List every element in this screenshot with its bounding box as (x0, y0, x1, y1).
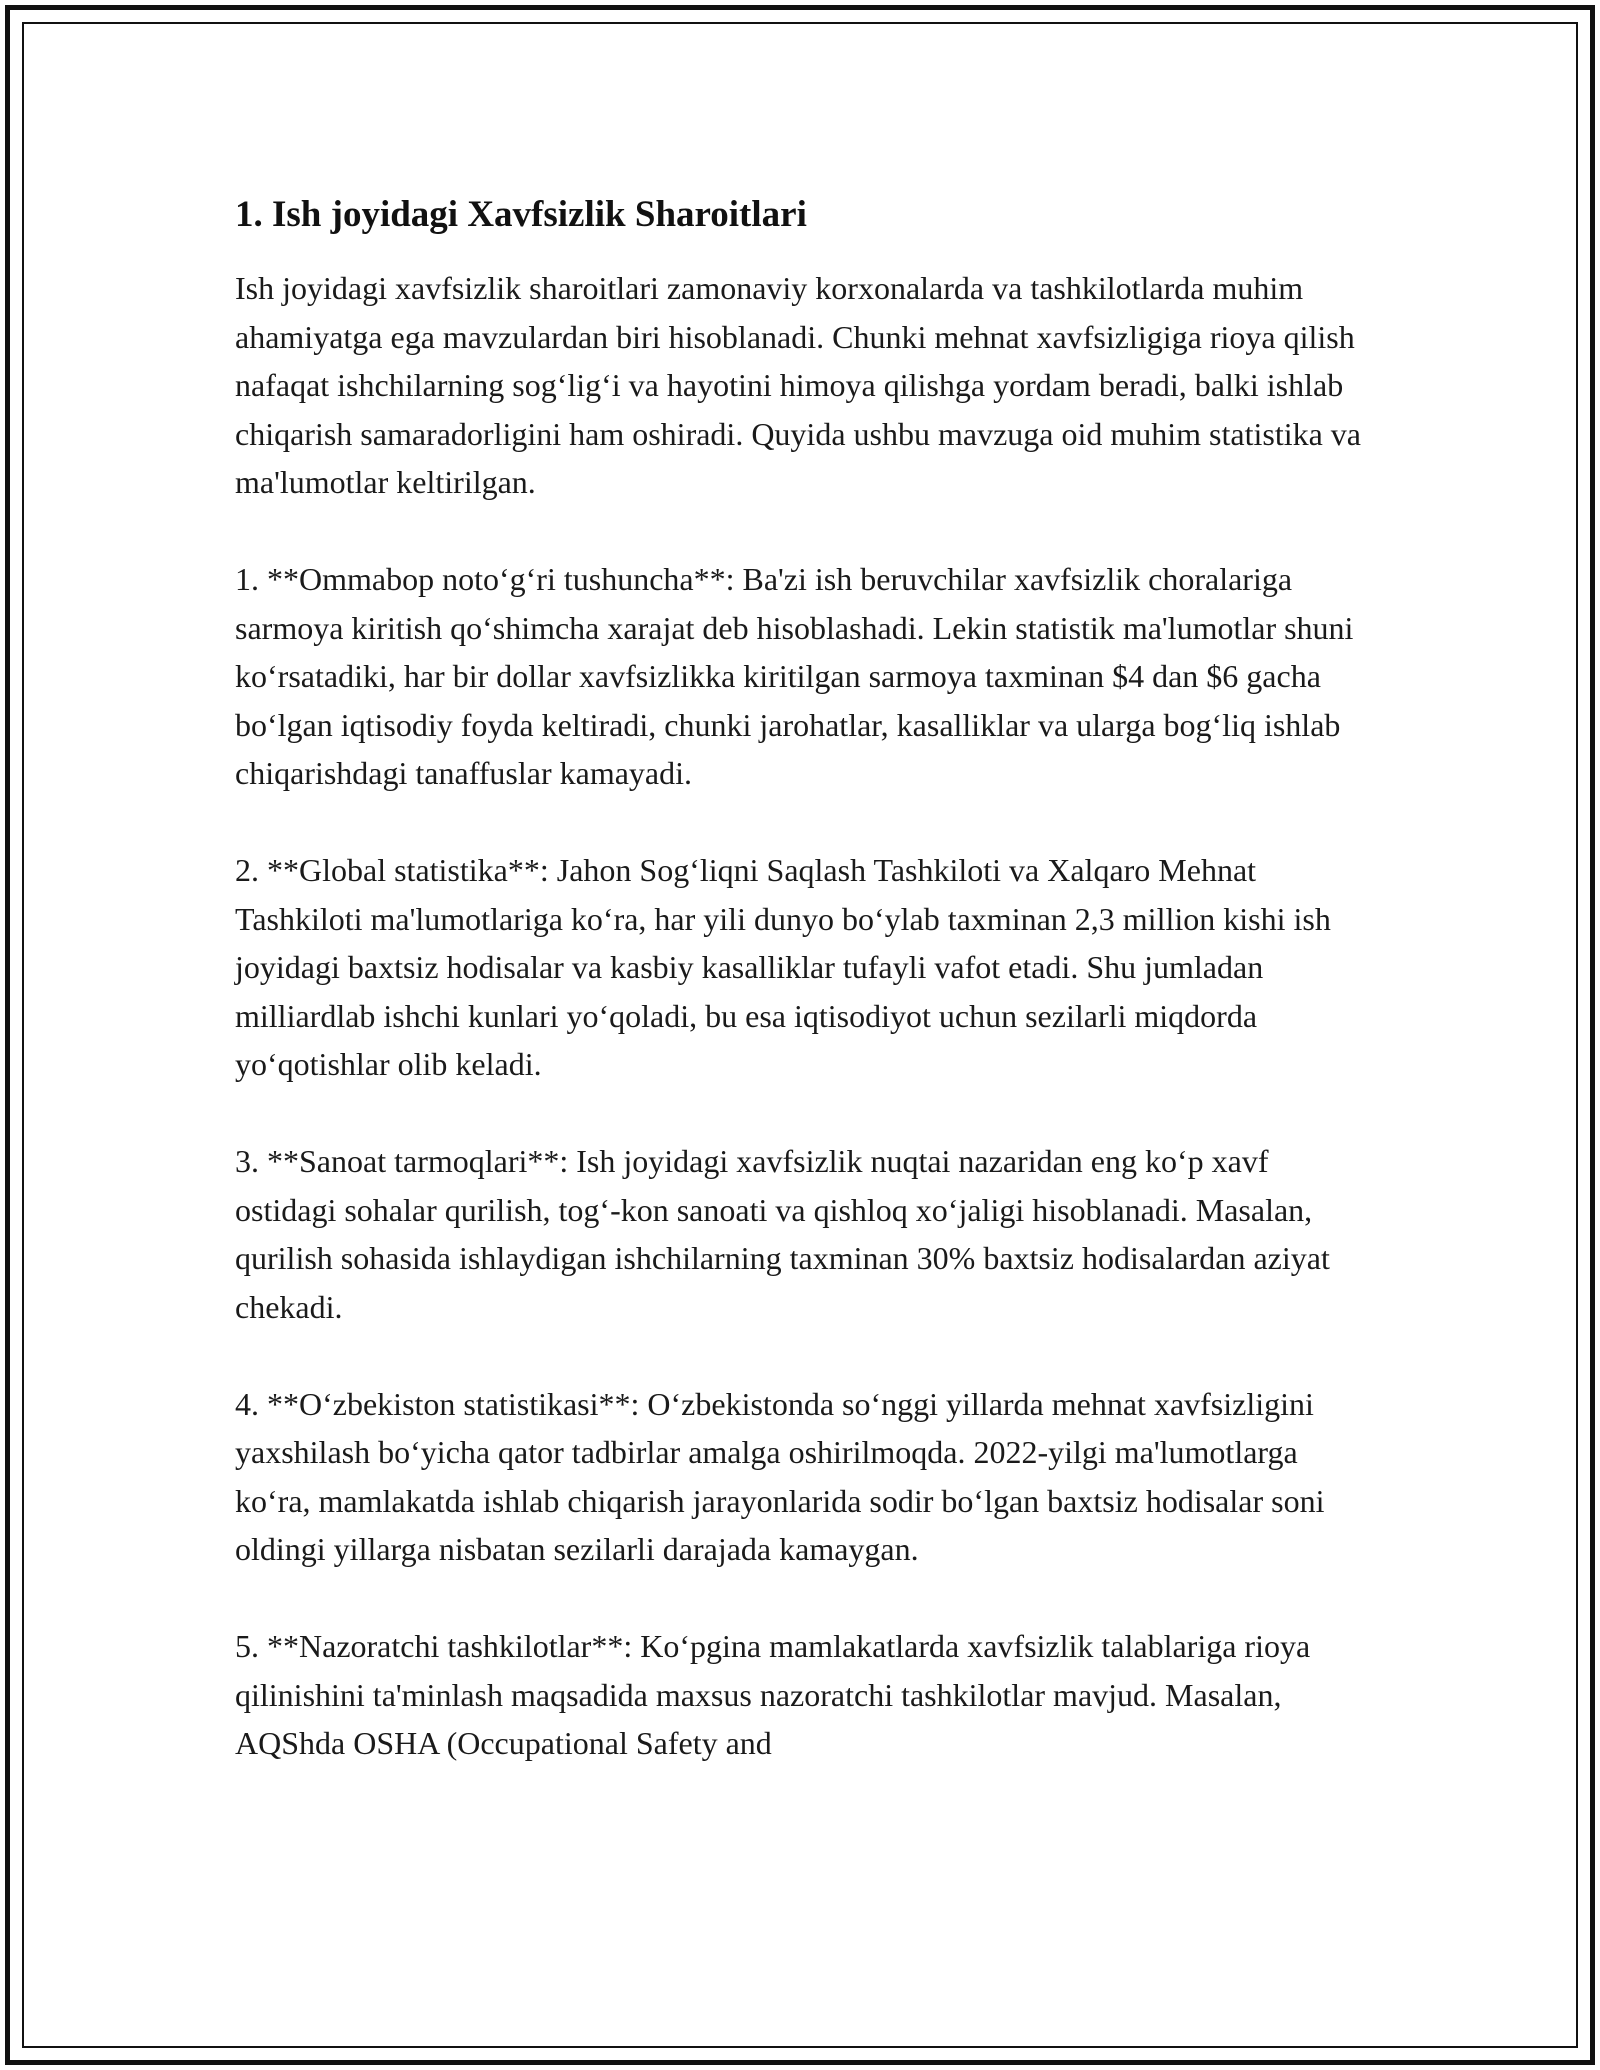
document-body (235, 190, 1365, 1816)
document-title: 1. Ish joyidagi Xavfsizlik Sharoitlari (235, 194, 807, 235)
list-item-4: 4. **O‘zbekiston statistikasi**: O‘zbekistonda so‘nggi yillarda mehnat xavfsizligini yaxshilash bo‘yicha qator tadbirlar amalga oshirilmoqda. 2022-yilgi ma'lumotlarga ko‘ra, mamlakatda ishlab chiqarish jarayonlarida sodir bo‘lgan baxtsiz hodisalar soni oldingi yillarga nisbatan sezilarli darajada kamaygan. (235, 1385, 1325, 1567)
intro-paragraph: Ish joyidagi xavfsizlik sharoitlari zamonaviy korxonalarda va tashkilotlarda muhim ahamiyatga ega mavzulardan biri hisoblanadi. Chunki mehnat xavfsizligiga rioya qilish nafaqat ishchilarning sog‘lig‘i va hayotini himoya qilishga yordam beradi, balki ishlab chiqarish samaradorligini ham oshiradi. Quyida ushbu mavzuga oid muhim statistika va ma'lumotlar keltirilgan. (235, 270, 1361, 500)
list-item-3: 3. **Sanoat tarmoqlari**: Ish joyidagi xavfsizlik nuqtai nazaridan eng ko‘p xavf ostidagi sohalar qurilish, tog‘-kon sanoati va qishloq xo‘jaligi hisoblanadi. Masalan, qurilish sohasida ishlaydigan ishchilarning taxminan 30% baxtsiz hodisalardan aziyat chekadi. (235, 1143, 1330, 1325)
list-item-1: 1. **Ommabop noto‘g‘ri tushuncha**: Ba'zi ish beruvchilar xavfsizlik choralariga sarmoya kiritish qo‘shimcha xarajat deb hisoblashadi. Lekin statistik ma'lumotlar shuni ko‘rsatadiki, har bir dollar xavfsizlikka kiritilgan sarmoya taxminan $4 dan $6 gacha bo‘lgan iqtisodiy foyda keltiradi, chunki jarohatlar, kasalliklar va ularga bog‘liq ishlab chiqarishdagi tanaffuslar kamayadi. (235, 561, 1354, 791)
list-item-2: 2. **Global statistika**: Jahon Sog‘liqni Saqlash Tashkiloti va Xalqaro Mehnat Tashkiloti ma'lumotlariga ko‘ra, har yili dunyo bo‘ylab taxminan 2,3 million kishi ish joyidagi baxtsiz hodisalar va kasbiy kasalliklar tufayli vafot etadi. Shu jumladan milliardlab ishchi kunlari yo‘qoladi, bu esa iqtisodiyot uchun sezilarli miqdorda yo‘qotishlar olib keladi. (235, 852, 1331, 1082)
list-item-5: 5. **Nazoratchi tashkilotlar**: Ko‘pgina mamlakatlarda xavfsizlik talablariga rioya qilinishini ta'minlash maqsadida maxsus nazoratchi tashkilotlar mavjud. Masalan, AQShda OSHA (Occupational Safety and (235, 1628, 1311, 1761)
